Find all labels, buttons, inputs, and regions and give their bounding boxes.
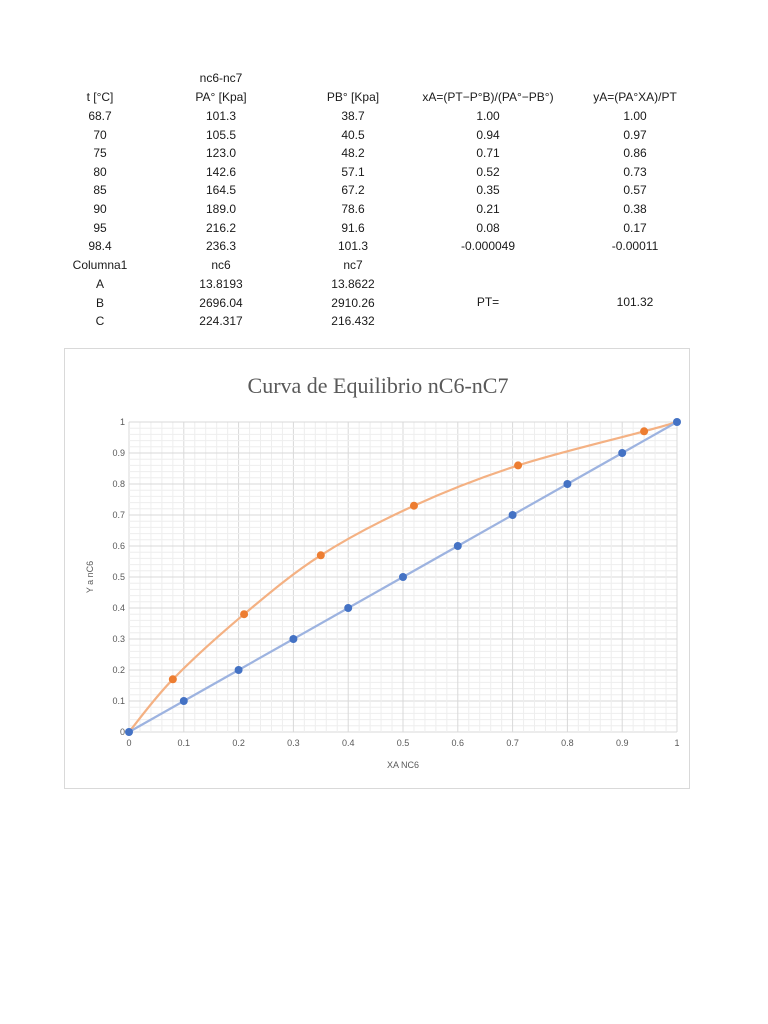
table-cell: 0.57 bbox=[623, 183, 647, 198]
antoine-cell: 13.8193 bbox=[199, 277, 243, 291]
table-cell: 142.6 bbox=[205, 164, 237, 179]
data-point bbox=[640, 427, 648, 435]
chart-title: Curva de Equilibrio nC6-nC7 bbox=[247, 373, 509, 398]
y-tick-label: 1 bbox=[119, 417, 125, 427]
data-point bbox=[618, 449, 626, 457]
table-cell: 0.86 bbox=[623, 146, 647, 161]
data-point bbox=[125, 728, 133, 736]
table-cell: 0.71 bbox=[476, 146, 500, 161]
x-tick-label: 1 bbox=[674, 738, 680, 748]
table-cell: 91.6 bbox=[341, 220, 365, 235]
antoine-header-nc6: nc6 bbox=[211, 258, 231, 272]
antoine-cell: 2910.26 bbox=[331, 295, 375, 310]
y-tick-label: 0.9 bbox=[112, 448, 125, 458]
pt-value: 101.32 bbox=[616, 295, 654, 309]
y-tick-label: 0.1 bbox=[112, 696, 125, 706]
x-tick-label: 0.4 bbox=[341, 738, 355, 748]
y-tick-label: 0.4 bbox=[112, 603, 125, 613]
table-cell: 216.2 bbox=[205, 220, 237, 235]
x-axis-label: XA NC6 bbox=[386, 760, 420, 770]
x-tick-label: 0.5 bbox=[396, 738, 410, 748]
header-pa: PA° [Kpa] bbox=[195, 90, 247, 104]
table-cell: 1.00 bbox=[623, 109, 647, 123]
table-cell: 101.3 bbox=[205, 109, 237, 123]
y-tick-label: 0.6 bbox=[112, 541, 125, 551]
header-t: t [°C] bbox=[86, 90, 114, 104]
table-cell: 0.97 bbox=[623, 127, 647, 142]
table-cell: 123.0 bbox=[205, 146, 237, 161]
table-cell: 0.94 bbox=[476, 127, 500, 142]
y-axis-label: Y a nC6 bbox=[85, 560, 95, 594]
y-tick-label: 0.5 bbox=[112, 572, 125, 582]
table-cell: 75 bbox=[93, 146, 107, 161]
table-cell: 70 bbox=[93, 127, 107, 142]
table-cell: -0.00011 bbox=[611, 239, 659, 254]
table-cell: 0.73 bbox=[623, 164, 647, 179]
data-point bbox=[169, 675, 177, 683]
table-cell: 80 bbox=[93, 164, 107, 179]
antoine-cell: A bbox=[95, 277, 105, 291]
table-cell: 101.3 bbox=[337, 239, 369, 254]
x-tick-label: 0.6 bbox=[451, 738, 465, 748]
data-point bbox=[235, 666, 243, 674]
table-cell: 0.17 bbox=[623, 220, 647, 235]
y-tick-label: 0 bbox=[119, 727, 125, 737]
table-cell: 78.6 bbox=[341, 202, 365, 216]
table-cell: 189.0 bbox=[205, 202, 237, 216]
antoine-header-label: Columna1 bbox=[72, 258, 128, 272]
data-point bbox=[563, 480, 571, 488]
data-point bbox=[673, 418, 681, 426]
equilibrium-chart bbox=[65, 349, 691, 790]
table-cell: 90 bbox=[93, 202, 107, 216]
data-point bbox=[289, 635, 297, 643]
table-cell: 68.7 bbox=[88, 109, 112, 123]
header-ya: yA=(PA°XA)/PT bbox=[593, 90, 677, 104]
data-point bbox=[509, 511, 517, 519]
antoine-cell: 13.8622 bbox=[331, 277, 375, 291]
table-cell: 236.3 bbox=[205, 239, 237, 254]
antoine-cell: C bbox=[95, 314, 105, 329]
data-point bbox=[180, 697, 188, 705]
table-cell: 0.35 bbox=[476, 183, 500, 198]
table-cell: 0.21 bbox=[476, 202, 500, 216]
y-tick-label: 0.7 bbox=[112, 510, 125, 520]
x-tick-label: 0.2 bbox=[232, 738, 245, 748]
x-tick-label: 0.3 bbox=[287, 738, 300, 748]
header-xa: xA=(PT−P°B)/(PA°−PB°) bbox=[422, 90, 554, 104]
table-cell: 0.38 bbox=[623, 202, 647, 216]
header-pb: PB° [Kpa] bbox=[326, 90, 380, 104]
x-tick-label: 0.1 bbox=[177, 738, 191, 748]
table-cell: -0.000049 bbox=[460, 239, 516, 254]
table-cell: 105.5 bbox=[205, 127, 237, 142]
table-cell: 0.52 bbox=[476, 164, 500, 179]
table-cell: 48.2 bbox=[341, 146, 365, 161]
data-point bbox=[240, 610, 248, 618]
data-point bbox=[514, 461, 522, 469]
antoine-cell: 224.317 bbox=[199, 314, 243, 329]
table-cell: 57.1 bbox=[341, 164, 365, 179]
antoine-cell: 2696.04 bbox=[199, 295, 243, 310]
pt-label: PT= bbox=[476, 295, 500, 309]
antoine-cell: 216.432 bbox=[331, 314, 375, 329]
table-cell: 85 bbox=[93, 183, 107, 198]
x-tick-label: 0.7 bbox=[506, 738, 519, 748]
y-tick-label: 0.8 bbox=[112, 479, 125, 489]
data-point bbox=[344, 604, 352, 612]
table-cell: 164.5 bbox=[205, 183, 237, 198]
x-tick-label: 0.8 bbox=[561, 738, 574, 748]
x-tick-label: 0 bbox=[126, 738, 132, 748]
y-tick-label: 0.2 bbox=[112, 665, 125, 675]
table-cell: 95 bbox=[93, 220, 107, 235]
table-cell: 38.7 bbox=[341, 109, 365, 123]
table-cell: 67.2 bbox=[341, 183, 365, 198]
data-point bbox=[410, 502, 418, 510]
chart-frame bbox=[64, 348, 690, 789]
y-tick-label: 0.3 bbox=[112, 634, 125, 644]
data-point bbox=[454, 542, 462, 550]
pa-group-header: nc6-nc7 bbox=[199, 71, 243, 85]
table-cell: 98.4 bbox=[88, 239, 112, 254]
x-tick-label: 0.9 bbox=[615, 738, 629, 748]
antoine-header-nc7: nc7 bbox=[343, 258, 363, 272]
antoine-cell: B bbox=[95, 295, 105, 310]
data-point bbox=[317, 551, 325, 559]
table-cell: 0.08 bbox=[476, 220, 500, 235]
table-cell: 1.00 bbox=[476, 109, 500, 123]
table-cell: 40.5 bbox=[341, 127, 365, 142]
data-point bbox=[399, 573, 407, 581]
